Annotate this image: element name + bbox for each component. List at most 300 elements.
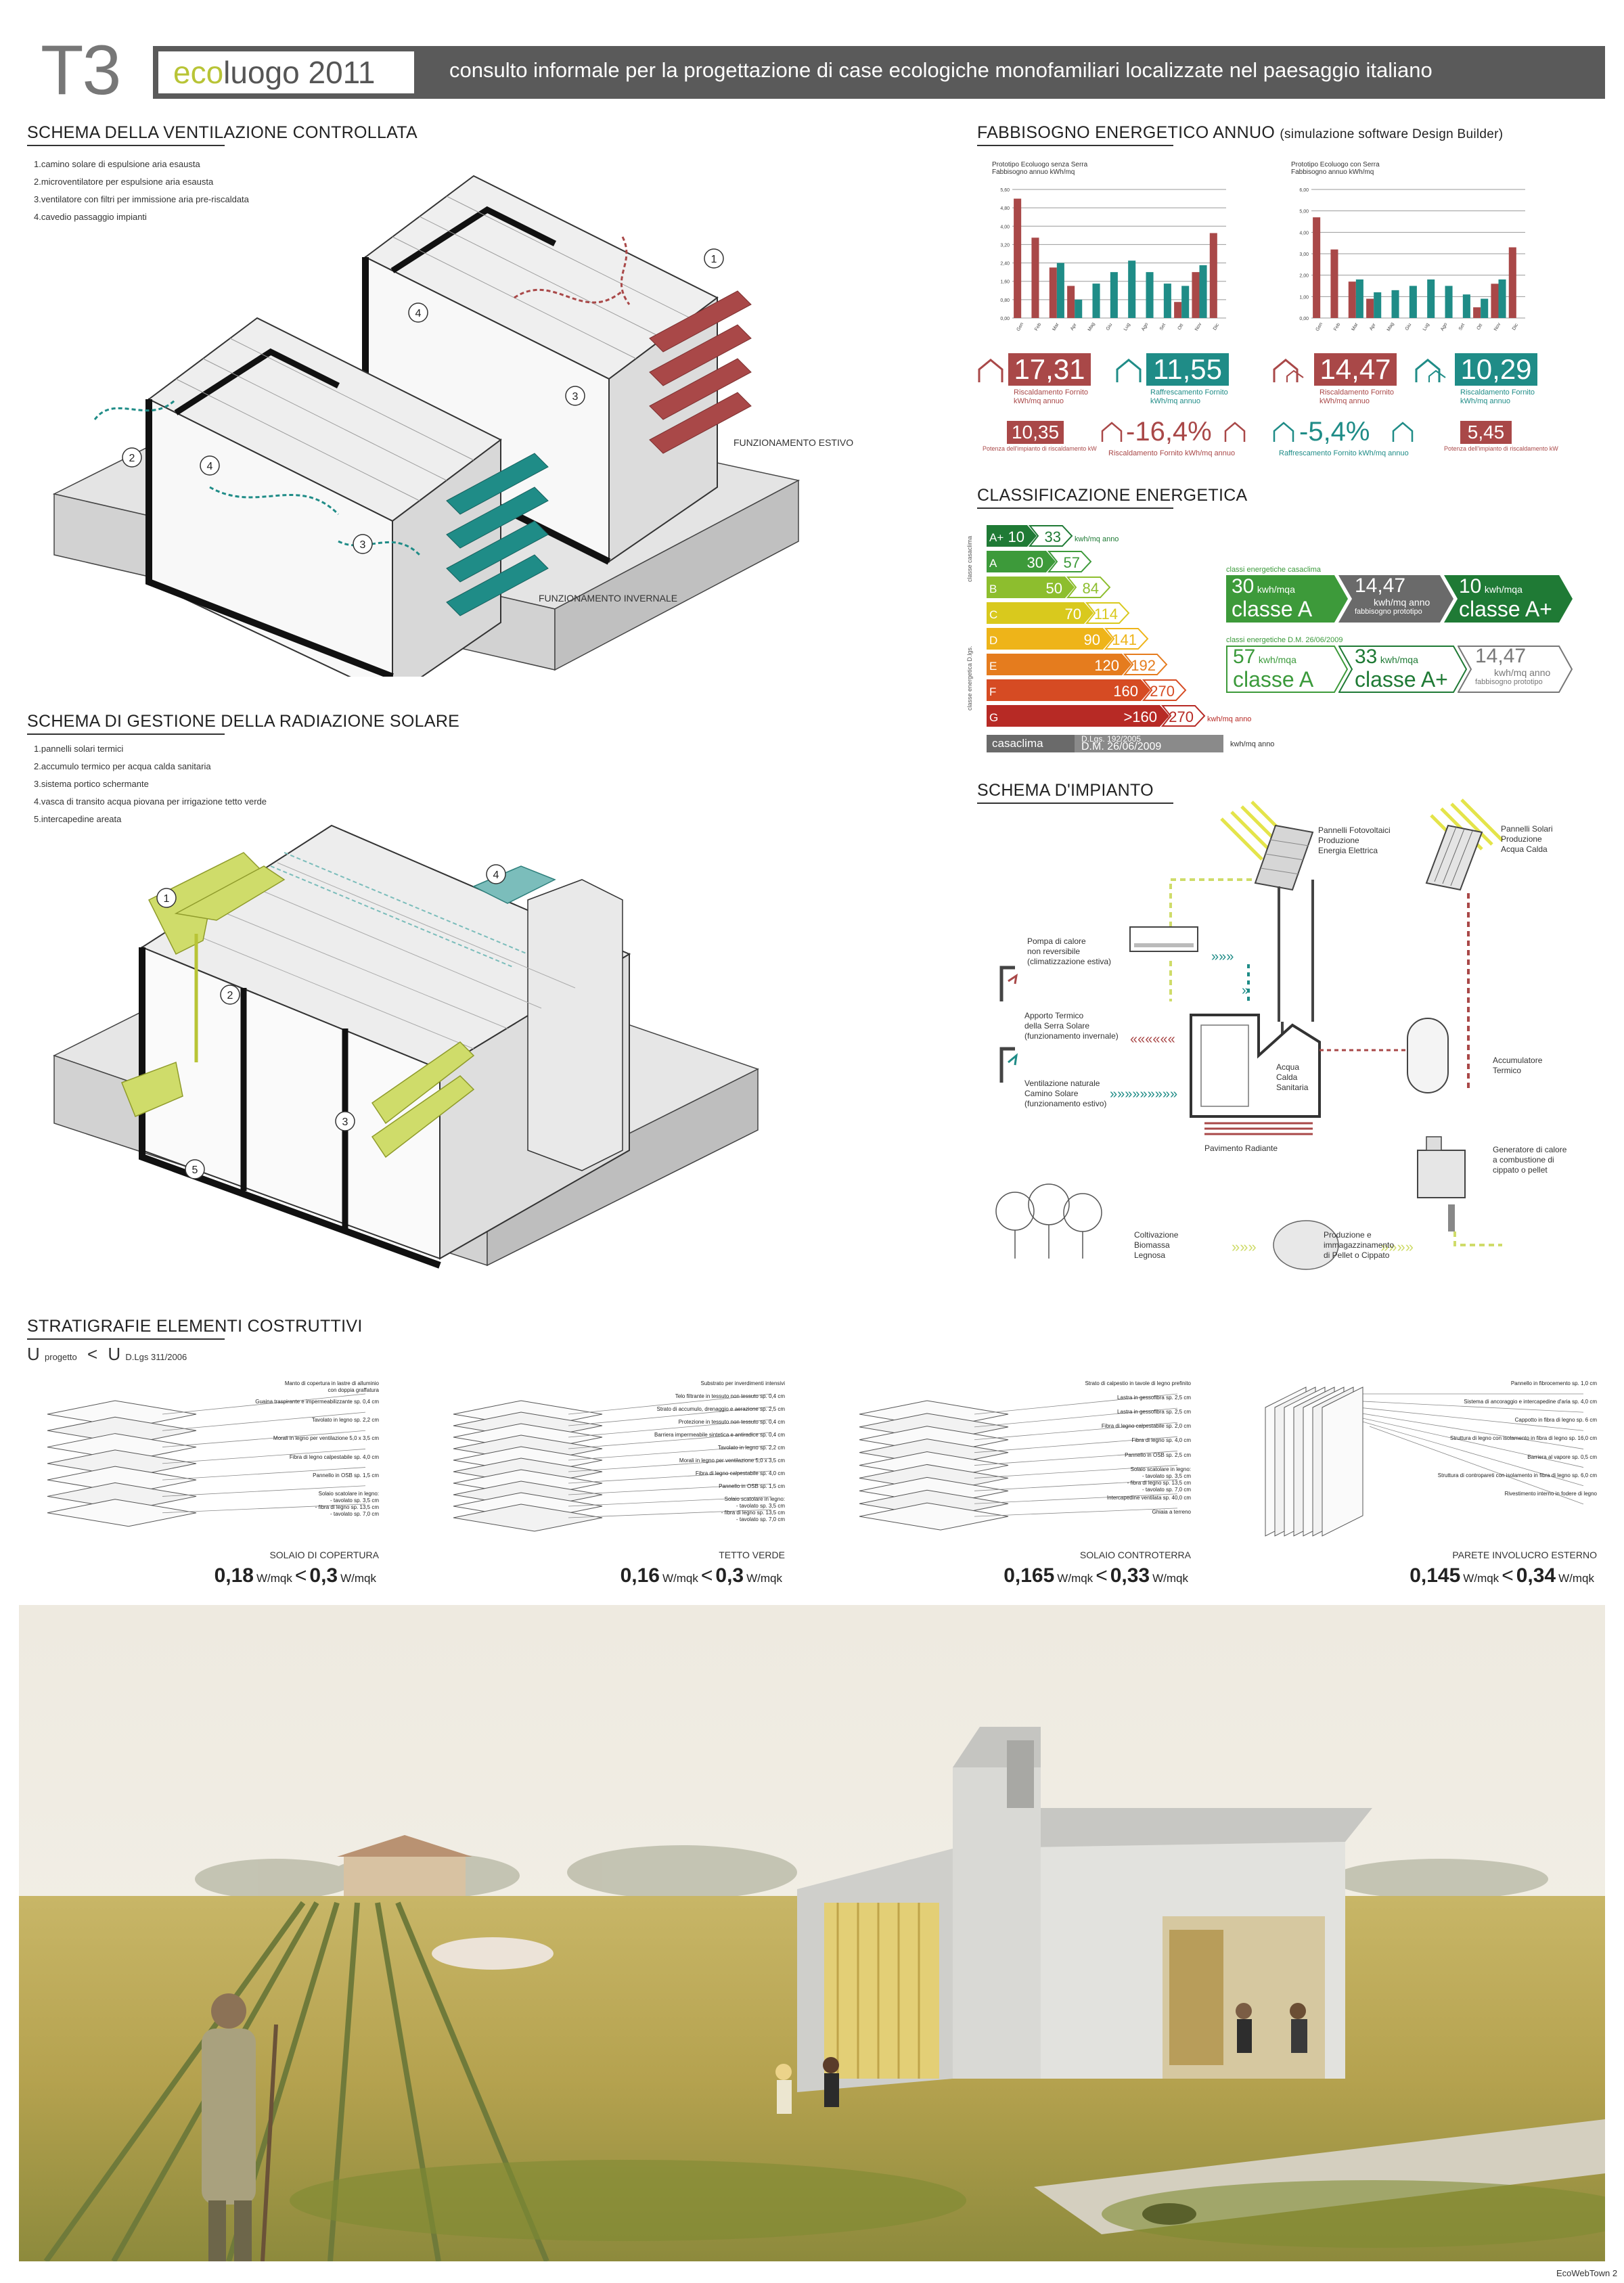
value-raffrescamento-1-label [1150, 388, 1228, 406]
chart-xtick: Set [1458, 322, 1466, 332]
strat-layer-label: Lastra in gessofibra sp. 2,5 cm [1117, 1395, 1191, 1401]
chart1-caption-1: Prototipo Ecoluogo senza Serra [992, 161, 1088, 168]
strat-panel [839, 1380, 1191, 1597]
svg-text:»»»: »»» [1232, 1238, 1257, 1255]
row1-a [1232, 575, 1312, 620]
v4-label: Riscaldamento Fornito [1460, 388, 1535, 397]
ventilation-title: SCHEMA DELLA VENTILAZIONE CONTROLLATA [27, 123, 418, 142]
class-unit: kwh/mq anno [1207, 715, 1252, 723]
imp-coltivazione: Coltivazione Biomassa Legnosa [1134, 1230, 1179, 1260]
svg-text:3: 3 [572, 391, 579, 403]
chart-bar [1146, 272, 1154, 318]
svg-text:»: » [1242, 983, 1250, 998]
chart-bar [1374, 292, 1381, 318]
chart-xtick: Giu [1105, 322, 1114, 332]
chart-bar [1181, 286, 1189, 319]
strat-u-u2: W/mqk [340, 1572, 376, 1585]
strat-u-u2: W/mqk [1558, 1572, 1594, 1585]
class-value-b: >270 [1160, 708, 1194, 725]
strat-layer-label: Strato di accumulo, drenaggio e aerazione sp. 2,5 cm [656, 1406, 785, 1412]
chart-xtick: Mar [1351, 322, 1359, 332]
chart-ytick: 2,40 [1000, 261, 1010, 267]
strat-panel-name: SOLAIO DI COPERTURA [269, 1550, 379, 1560]
strat-layer-list [1015, 1380, 1191, 1523]
render-scene [19, 1605, 1605, 2261]
chart-bar [1445, 286, 1453, 319]
chart-ytick: 0,80 [1000, 298, 1010, 303]
chart-xtick: Lug [1422, 322, 1430, 332]
row1-c-unit: kwh/mqa [1484, 584, 1522, 595]
class-value-b: 57 [1063, 554, 1080, 571]
class-value-a: 70 [1064, 606, 1081, 623]
label-summer: FUNZIONAMENTO ESTIVO [734, 437, 854, 448]
imp-pv: Pannelli Fotovoltaici Produzione Energia Elettrica [1318, 826, 1391, 855]
chart-bar [1067, 286, 1075, 319]
chart-bar [1409, 286, 1417, 319]
classification-bars [987, 525, 1257, 755]
chart-bar [1366, 299, 1374, 319]
classification-footer [987, 734, 1275, 752]
chart-xtick: Dic [1511, 323, 1520, 332]
imp-heat-pump: Pompa di calore non reversibile (climatizzazione estiva) [1027, 936, 1112, 966]
energy-title-main: FABBISOGNO ENERGETICO ANNUO [977, 123, 1276, 142]
chart-ytick: 4,00 [1299, 231, 1309, 236]
footer-casaclima: casaclima [987, 735, 1080, 752]
strat-layer-label: Telo filtrante in tessuto non tessuto sp. 0,4 cm [675, 1393, 785, 1399]
chart-xtick: Dic [1212, 323, 1221, 332]
class-value-a: 50 [1045, 580, 1062, 597]
footer-dlgs-2: D.M. 26/06/2009 [1081, 741, 1162, 752]
chart-bar [1330, 250, 1338, 318]
strat-panel [433, 1380, 785, 1597]
chart-ytick: 1,00 [1299, 295, 1309, 300]
chart-bar [1128, 261, 1135, 318]
classification-side-1: classe casaclima [966, 535, 973, 582]
solar-item: 2.accumulo termico per acqua calda sanitaria [34, 761, 211, 771]
house-icon-red-1 [977, 357, 1004, 384]
value-potenza-1-label: Potenza dell'impianto di riscaldamento kW [983, 445, 1097, 452]
class-value-a: 10 [1008, 528, 1024, 545]
imp-pavimento: Pavimento Radiante [1204, 1144, 1278, 1153]
svg-text:3: 3 [342, 1116, 348, 1128]
strat-layer-label: Fibra di legno calpestabile sp. 4,0 cm [695, 1470, 785, 1476]
impianto-title: SCHEMA D'IMPIANTO [977, 781, 1154, 800]
chart-bar [1192, 272, 1199, 318]
chart-bar [1392, 290, 1399, 318]
chart-ytick: 5,60 [1000, 188, 1010, 193]
strat-layer-label: Solaio scatolare in legno: - tavolato sp. 3,5 cm - fibra di legno sp. 13,5 cm - tavolato sp. 7,0 cm [315, 1490, 379, 1517]
chart-ytick: 5,00 [1299, 209, 1309, 214]
strat-u-u1: W/mqk [662, 1572, 698, 1585]
strat-u-lt: < [700, 1564, 713, 1587]
row2-c-unit: kwh/mq anno [1494, 667, 1551, 678]
chart-bar [1075, 300, 1082, 318]
class-value-a: >160 [1123, 708, 1157, 725]
strat-u-v1: 0,165 [1003, 1564, 1055, 1587]
ventilation-item: 3.ventilatore con filtri per immissione aria pre-riscaldata [34, 194, 249, 204]
strat-u-lt: < [1502, 1564, 1514, 1587]
strat-layer-shape [47, 1499, 196, 1527]
header-subtitle: consulto informale per la progettazione di case ecologiche monofamiliari localizzate nel paesaggio italiano [449, 58, 1433, 82]
strat-layer-label: Intercapedine ventilata sp. 40,0 cm [1106, 1494, 1191, 1501]
chart-xtick: Nov [1194, 322, 1203, 332]
energy-chart-con-serra [1288, 183, 1532, 345]
chart-xtick: Ott [1177, 323, 1185, 332]
strat-layer-label: Fibra di legno sp. 4,0 cm [1131, 1437, 1191, 1444]
imp-acqua: Acqua Calda Sanitaria [1276, 1062, 1309, 1092]
strat-layer-label: Substrato per inverdimenti intensivi [700, 1380, 785, 1386]
strat-layer-list [609, 1380, 785, 1524]
imp-serra: Apporto Termico della Serra Solare (funzionamento invernale) [1024, 1011, 1119, 1041]
row2-b-val: 33 [1355, 646, 1378, 668]
svg-text:»»»»: »»»» [1380, 1238, 1414, 1255]
chart-ytick: 4,00 [1000, 225, 1010, 230]
strat-u-v2: 0,3 [715, 1564, 744, 1587]
v1-unit: kWh/mq annuo [1014, 397, 1064, 405]
chart-xtick: Ago [1141, 322, 1150, 332]
value-potenza-2-label: Potenza dell'impianto di riscaldamento kW [1444, 445, 1558, 452]
chart-bar [1031, 238, 1039, 318]
value-potenza-2: 5,45 [1460, 421, 1512, 444]
strat-layer-label: Solaio scatolare in legno: - tavolato sp. 3,5 cm - fibra di legno sp. 13,5 cm - tavolato sp. 7,0 cm [721, 1496, 785, 1522]
v4-unit: kWh/mq annuo [1460, 397, 1510, 405]
chart-bar [1110, 272, 1118, 318]
strat-layer-label: Pannello in OSB sp. 2,5 cm [1125, 1451, 1191, 1458]
class-letter: A+ [989, 531, 1004, 544]
footer-dlgs [1075, 735, 1223, 752]
class-letter: G [989, 711, 999, 724]
strat-layer-label: Guaina traspirante e impermeabilizzante sp. 0,4 cm [255, 1399, 379, 1405]
value-riscaldamento-1: 17,31 [1008, 353, 1091, 386]
chart-xtick: Gen [1315, 321, 1324, 332]
chart-bar [1509, 248, 1516, 319]
strat-u-u1: W/mqk [1057, 1572, 1093, 1585]
classification-title: CLASSIFICAZIONE ENERGETICA [977, 486, 1248, 505]
chart-xtick: Ago [1440, 322, 1449, 332]
footer-dlgs-1: D.Lgs. 192/2005 [1081, 734, 1142, 744]
footer-brand: EcoWebTown 2 [1556, 2268, 1618, 2278]
chart-bar [1491, 284, 1498, 318]
row1-c-val: 10 [1459, 575, 1482, 597]
brand-box [157, 50, 415, 95]
row1-a-cls: classe A [1232, 597, 1313, 621]
svg-text:»»»: »»» [1211, 949, 1234, 964]
chart-bar [1356, 279, 1363, 318]
strat-title: STRATIGRAFIE ELEMENTI COSTRUTTIVI [27, 1317, 363, 1336]
brand-luogo: luogo 2011 [223, 55, 376, 90]
imp-solar-th: Pannelli Solari Produzione Acqua Calda [1501, 824, 1553, 854]
strat-u-lt: < [294, 1564, 307, 1587]
svg-text:1: 1 [163, 893, 170, 905]
class-letter: A [989, 557, 997, 570]
solar-underline [27, 733, 225, 735]
row2-c [1475, 646, 1550, 686]
chart-xtick: Apr [1369, 322, 1377, 332]
u-formula-u1: U [27, 1344, 40, 1364]
chart-bar [1164, 284, 1171, 318]
chart-xtick: Giu [1404, 322, 1413, 332]
row1-b-unit: kwh/mq anno [1374, 597, 1430, 608]
u-formula-sub1: progetto [45, 1352, 77, 1362]
value-potenza-1: 10,35 [1007, 421, 1064, 444]
strat-panel-name: PARETE INVOLUCRO ESTERNO [1452, 1550, 1597, 1560]
strat-panel-name: TETTO VERDE [719, 1550, 785, 1560]
strat-panel-name: SOLAIO CONTROTERRA [1079, 1550, 1191, 1560]
chart-ytick: 3,20 [1000, 243, 1010, 248]
class-value-b: 84 [1082, 580, 1099, 597]
v2-unit: kWh/mq annuo [1150, 397, 1200, 405]
strat-layer-label: Pannello in OSB sp. 1,5 cm [313, 1472, 379, 1478]
chart-xtick: Feb [1034, 322, 1043, 332]
class-value-a: 90 [1083, 631, 1100, 648]
u-formula-lt: < [87, 1344, 98, 1364]
classification-side-2: classe energetica D.lgs. [966, 646, 973, 710]
chart-bar [1200, 265, 1207, 318]
chart-bar [1050, 267, 1057, 318]
strat-u-u1: W/mqk [1463, 1572, 1499, 1585]
row1-b-sub: fabbisogno prototipo [1355, 608, 1422, 616]
chart-xtick: Gen [1016, 321, 1025, 332]
house-icon-delta-1b [1223, 421, 1246, 444]
class-value-b: 192 [1131, 657, 1156, 674]
impianto-diagram [974, 798, 1610, 1286]
chart-xtick: Ott [1476, 323, 1484, 332]
svg-text:1: 1 [710, 254, 717, 265]
strat-u-u2: W/mqk [1152, 1572, 1188, 1585]
chart-bar [1499, 279, 1506, 318]
row2-a-val: 57 [1233, 646, 1256, 668]
class-letter: B [989, 583, 997, 595]
house-icon-teal-1 [1115, 357, 1142, 384]
row1-a-unit: kwh/mqa [1257, 584, 1295, 595]
strat-u-values [621, 1564, 785, 1587]
energy-underline [977, 145, 1173, 146]
chart-ytick: 4,80 [1000, 206, 1010, 212]
chart-bar [1210, 233, 1217, 318]
chart-xtick: Feb [1333, 322, 1342, 332]
chart-ytick: 3,00 [1299, 252, 1309, 257]
chart-ytick: 0,00 [1000, 317, 1010, 321]
house-icon-red-2 [1272, 357, 1306, 384]
chart-bar [1427, 279, 1435, 318]
strat-layer-label: Tavolato in legno sp. 2,2 cm [311, 1417, 379, 1424]
value-riscaldamento-2-label [1320, 388, 1394, 406]
strat-u-v1: 0,145 [1409, 1564, 1461, 1587]
row1-c [1459, 575, 1552, 620]
ventilation-item: 1.camino solare di espulsione aria esausta [34, 159, 200, 169]
solar-item: 1.pannelli solari termici [34, 744, 124, 754]
strat-u-values [1003, 1564, 1191, 1587]
chart-bar [1313, 217, 1320, 318]
strat-layer-label: Protezione in tessuto non tessuto sp. 0,4 cm [678, 1419, 785, 1425]
house-icon-delta-1a [1100, 421, 1123, 444]
class-letter: D [989, 634, 998, 647]
svg-text:3: 3 [359, 539, 366, 551]
strat-layer-label: Tavolato in legno sp. 2,2 cm [717, 1445, 785, 1451]
chart-xtick: Lug [1123, 322, 1131, 332]
value-delta-raffrescamento-label: Raffrescamento Fornito kWh/mq annuo [1279, 449, 1409, 457]
solar-item: 3.sistema portico schermante [34, 779, 149, 789]
strat-u-u1: W/mqk [256, 1572, 292, 1585]
value-raffrescamento-1: 11,55 [1146, 353, 1229, 386]
value-riscaldamento-1-label [1014, 388, 1088, 406]
value-riscaldamento-3: 10,29 [1455, 353, 1537, 386]
label-winter: FUNZIONAMENTO INVERNALE [539, 593, 678, 604]
strat-u-u2: W/mqk [746, 1572, 782, 1585]
header-code: T3 [41, 31, 120, 110]
imp-produzione: Produzione e immagazzinamento di Pellet o Cippato [1324, 1230, 1395, 1260]
chart-bar [1174, 302, 1181, 318]
u-formula [27, 1344, 187, 1365]
classification-arrows [987, 525, 1257, 735]
ventilation-item: 2.microventilatore per espulsione aria esausta [34, 177, 214, 187]
strat-layer-label: Morali in legno per ventilazione 5,0 x 3,5 cm [273, 1435, 379, 1442]
svg-text:2: 2 [227, 990, 233, 1001]
chart-xtick: Mag [1386, 321, 1395, 332]
row1-c-cls: classe A+ [1459, 597, 1552, 621]
strat-layer-list [203, 1380, 379, 1519]
strat-u-lt: < [1096, 1564, 1108, 1587]
imp-generatore: Generatore di calore a combustione di cippato o pellet [1493, 1145, 1567, 1175]
chart-bar [1463, 294, 1470, 318]
energy-chart-no-serra [989, 183, 1233, 345]
strat-layer-label: Barriera al vapore sp. 0,5 cm [1527, 1453, 1597, 1460]
strat-u-v2: 0,3 [309, 1564, 338, 1587]
strat-layer-label: Fibra di legno calpestabile sp. 2,0 cm [1101, 1423, 1191, 1430]
class-unit: kwh/mq anno [1075, 535, 1119, 543]
class-value-a: 120 [1094, 657, 1119, 674]
v2-label: Raffrescamento Fornito [1150, 388, 1228, 397]
row2-c-sub: fabbisogno prototipo [1475, 678, 1543, 686]
class-value-b: 33 [1044, 528, 1061, 545]
solar-item: 5.intercapedine areata [34, 814, 122, 824]
value-riscaldamento-3-label [1460, 388, 1535, 406]
strat-u-v2: 0,33 [1110, 1564, 1150, 1587]
imp-accumulatore: Accumulatore Termico [1493, 1056, 1543, 1075]
row2-c-val: 14,47 [1475, 645, 1527, 667]
ventilation-item: 4.cavedio passaggio impianti [34, 212, 147, 222]
strat-layer-label: Manto di copertura in lastre di alluminio con doppia graffatura [284, 1380, 379, 1393]
svg-text:2: 2 [129, 453, 135, 464]
class-value-a: 160 [1113, 683, 1138, 700]
strat-layer-label: Barriera impermeabile sintetica e antiradice sp. 0,4 cm [654, 1432, 785, 1438]
strat-u-values [215, 1564, 379, 1587]
chart-bar [1473, 307, 1481, 318]
chart-ytick: 1,60 [1000, 279, 1010, 285]
chart2-caption-2: Fabbisogno annuo kWh/mq [1291, 168, 1374, 176]
chart-xtick: Mag [1087, 321, 1096, 332]
strat-u-v2: 0,34 [1516, 1564, 1556, 1587]
value-delta-raffrescamento: -5,4% [1299, 417, 1370, 447]
strat-underline [27, 1338, 225, 1340]
row2-a-cls: classe A [1233, 667, 1314, 692]
row2-a-unit: kwh/mqa [1258, 654, 1296, 665]
class-letter: E [989, 660, 997, 673]
chart-bar [1014, 199, 1021, 318]
row1-label: classi energetiche casaclima [1226, 566, 1322, 574]
house-icon-delta-2b [1391, 421, 1414, 444]
chart1-caption [992, 161, 1087, 176]
strat-u-v1: 0,18 [214, 1564, 254, 1587]
solar-title: SCHEMA DI GESTIONE DELLA RADIAZIONE SOLARE [27, 712, 460, 731]
row2-label: classi energetiche D.M. 26/06/2009 [1226, 636, 1343, 644]
ventilation-axonometric [41, 135, 853, 677]
value-riscaldamento-2: 14,47 [1314, 353, 1397, 386]
svg-text:4: 4 [206, 461, 213, 472]
strat-layer-label: Cappotto in fibra di legno sp. 6 cm [1514, 1417, 1597, 1424]
solar-axonometric [41, 744, 785, 1272]
svg-text:»»»»»»»»»: »»»»»»»»» [1110, 1087, 1178, 1102]
chart-xtick: Mar [1052, 322, 1060, 332]
energy-title-note: (simulazione software Design Builder) [1280, 127, 1504, 141]
brand-eco: eco [173, 55, 224, 90]
chart-bar [1349, 281, 1356, 318]
chart-xtick: Set [1158, 322, 1167, 332]
value-delta-riscaldamento: -16,4% [1126, 417, 1212, 447]
strat-u-values [1409, 1564, 1597, 1587]
row2-b [1355, 646, 1448, 690]
v3-label: Riscaldamento Fornito [1320, 388, 1395, 397]
u-formula-u2: U [108, 1344, 121, 1364]
strat-u-v1: 0,16 [620, 1564, 660, 1587]
row2-a [1233, 646, 1313, 690]
chart-ytick: 2,00 [1299, 273, 1309, 279]
svg-text:4: 4 [493, 869, 499, 881]
strat-layer-label: Strato di calpestio in tavole di legno prefinito [1085, 1380, 1191, 1386]
chart-ytick: 6,00 [1299, 188, 1309, 193]
chart-bar [1057, 263, 1064, 318]
row2-b-cls: classe A+ [1355, 667, 1448, 692]
chart-bar [1481, 299, 1488, 319]
class-letter: C [989, 608, 998, 621]
strat-layer-list [1421, 1380, 1597, 1509]
house-icon-teal-2 [1414, 357, 1448, 384]
chart2-caption [1291, 161, 1380, 176]
strat-layer-shape [1322, 1387, 1363, 1536]
svg-text:4: 4 [415, 308, 422, 319]
chart-bar [1093, 284, 1100, 318]
chart-xtick: Apr [1070, 322, 1078, 332]
chart1-caption-2: Fabbisogno annuo kWh/mq [992, 168, 1075, 176]
solar-item: 4.vasca di transito acqua piovana per irrigazione tetto verde [34, 796, 267, 807]
chart-xtick: Nov [1493, 322, 1502, 332]
chart-ytick: 0,00 [1299, 317, 1309, 321]
strat-layer-label: Lastra in gessofibra sp. 2,5 cm [1117, 1409, 1191, 1416]
row1-a-val: 30 [1232, 575, 1255, 597]
strat-layer-label: Pannello in fibrocemento sp. 1,0 cm [1510, 1380, 1597, 1386]
strat-layer-label: Struttura di legno con isolamento in fibra di legno sp. 16,0 cm [1449, 1435, 1597, 1442]
strat-layer-label: Sistema di ancoraggio e intercapedine d'aria sp. 4,0 cm [1464, 1399, 1597, 1405]
class-value-a: 30 [1027, 554, 1043, 571]
svg-text:5: 5 [191, 1165, 198, 1176]
strat-layer-label: Pannello in OSB sp. 1,5 cm [719, 1483, 785, 1489]
class-letter: F [989, 685, 997, 698]
strat-layer-label: Ghiaia a terreno [1152, 1508, 1191, 1515]
strat-layer-label: Struttura di contropareti con isolamento in fibra di legno sp. 6,0 cm [1437, 1472, 1597, 1478]
energy-title [977, 123, 1503, 143]
strat-layer-label: Fibra di legno calpestabile sp. 4,0 cm [289, 1453, 379, 1460]
strat-panel [1245, 1380, 1597, 1597]
chart2-caption-1: Prototipo Ecoluogo con Serra [1291, 161, 1380, 168]
house-icon-delta-2a [1272, 421, 1295, 444]
strat-panel [27, 1380, 379, 1597]
strat-layer-label: Solaio scatolare in legno: - tavolato sp. 3,5 cm - fibra di legno sp. 13,5 cm - tavolato sp. 7,0 cm [1127, 1466, 1191, 1493]
value-delta-riscaldamento-label: Riscaldamento Fornito kWh/mq annuo [1108, 449, 1236, 457]
strat-layer-label: Morali in legno per ventilazione 5,0 x 3,5 cm [679, 1457, 785, 1464]
v1-label: Riscaldamento Fornito [1014, 388, 1089, 397]
v3-unit: kWh/mq annuo [1320, 397, 1370, 405]
strat-layer-label: Rivestimento interno in fodere di legno [1504, 1490, 1597, 1497]
